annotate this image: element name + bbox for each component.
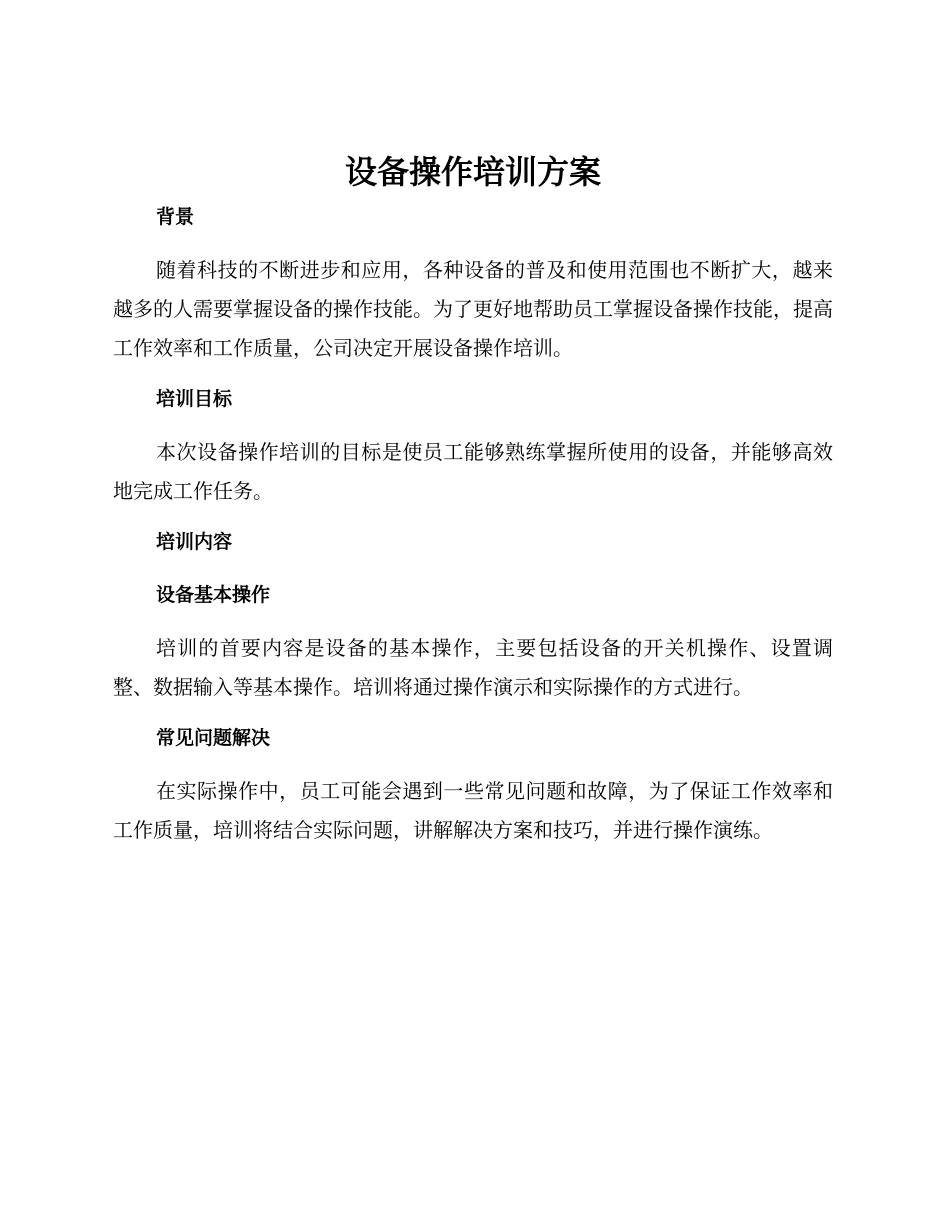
heading-basic-operation: 设备基本操作: [156, 584, 271, 606]
paragraph-training-goal: 本次设备操作培训的目标是使员工能够熟练掌握所使用的设备，并能够高效地完成工作任务。: [113, 440, 833, 503]
heading-background: 背景: [156, 206, 195, 228]
heading-training-content: 培训内容: [156, 531, 233, 553]
paragraph-background: 随着科技的不断进步和应用，各种设备的普及和使用范围也不断扩大，越来越多的人需要掌握设备的操作技能。为了更好地帮助员工掌握设备操作技能，提高工作效率和工作质量，公司决定开展设备操作培训。: [113, 258, 833, 360]
paragraph-troubleshooting: 在实际操作中，员工可能会遇到一些常见问题和故障，为了保证工作效率和工作质量，培训将结合实际问题，讲解解决方案和技巧，并进行操作演练。: [113, 779, 833, 842]
document-body: [113, 148, 833, 850]
heading-training-goal: 培训目标: [156, 388, 233, 410]
paragraph-basic-operation: 培训的首要内容是设备的基本操作，主要包括设备的开关机操作、设置调整、数据输入等基本操作。培训将通过操作演示和实际操作的方式进行。: [113, 636, 833, 699]
heading-troubleshooting: 常见问题解决: [156, 727, 271, 749]
document-title: 设备操作培训方案: [344, 153, 601, 191]
